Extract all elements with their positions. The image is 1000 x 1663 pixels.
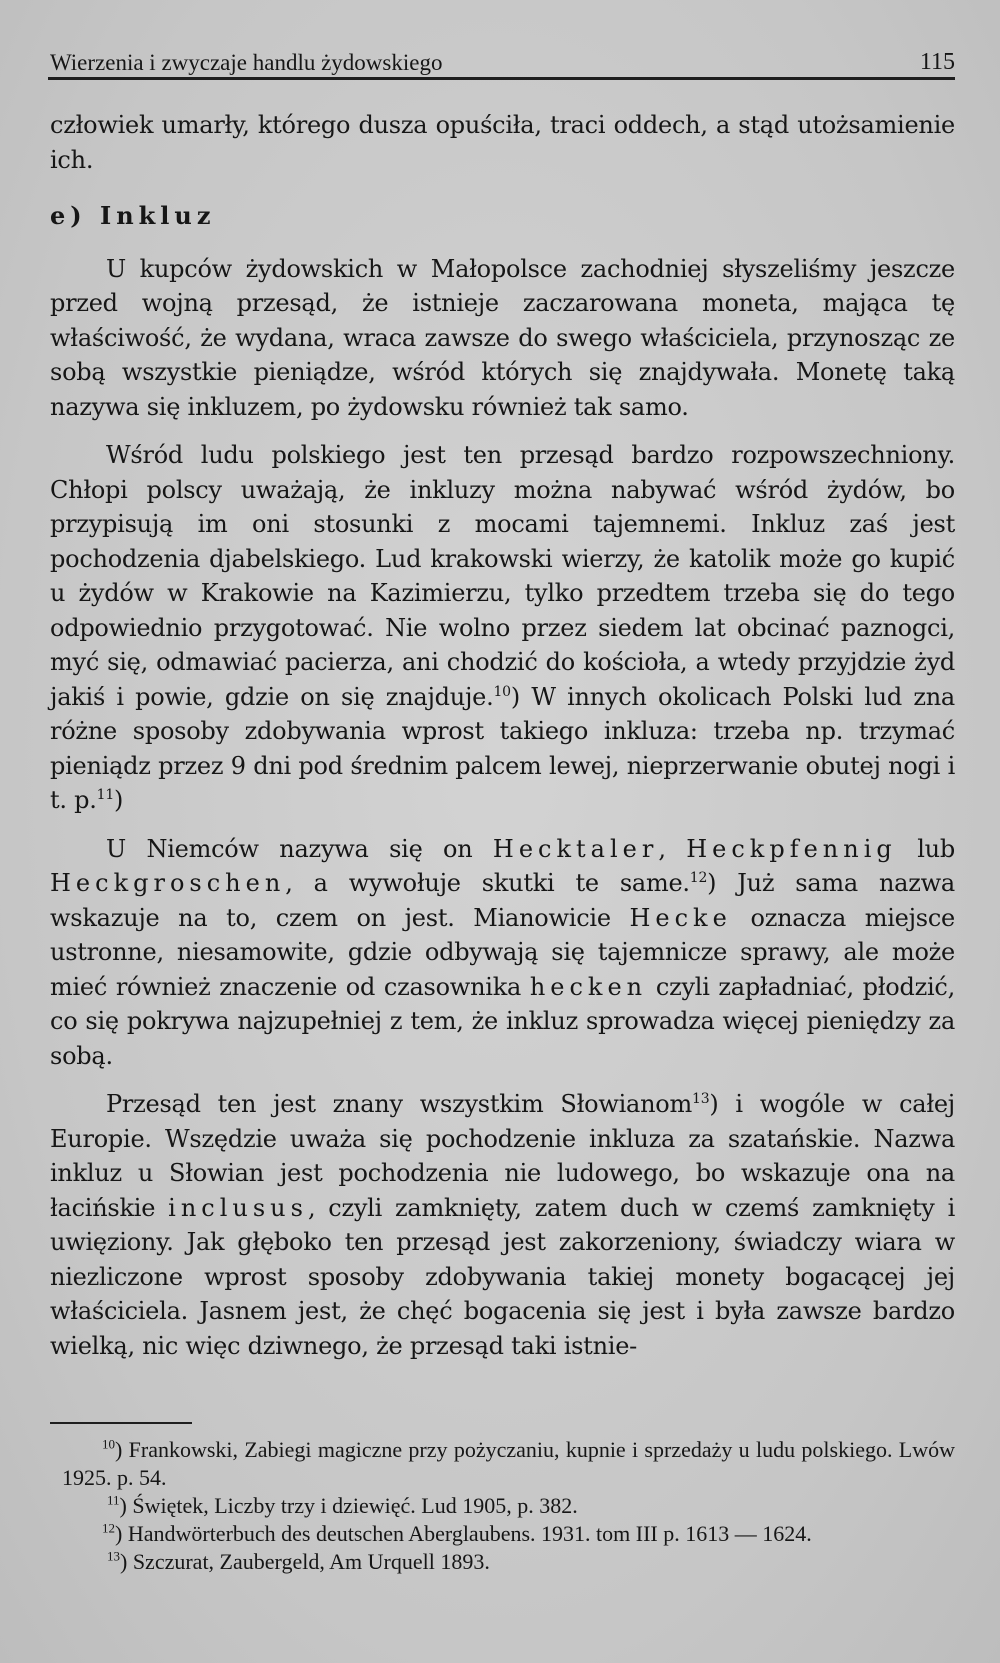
footnote-number: 12 [102,1520,115,1536]
footnotes [62,1436,955,1576]
paragraph-3-text-f: oznacza miejsce ustronne, niesamowite, gdzie odbywają się tajemnicze sprawy, ale może mieć również znaczenie od czasownika [50,903,955,1001]
paragraph-3-text-g: czyli zapładniać, płodzić, co się pokrywa najzupełniej z tem, że inkluz sprowadza więcej pieniędzy za sobą. [50,972,955,1070]
paragraph-continuation: człowiek umarły, którego dusza opuściła, traci oddech, a stąd utożsamienie ich. [50,111,955,174]
footnote-11 [62,1492,955,1520]
term-inclusus: inclusus [168,1193,308,1222]
footnote-text: ) Frankowski, Zabiegi magiczne przy pożyczaniu, kupnie i sprzedaży u ludu polskiego. Lwów 1925. p. 54. [62,1437,955,1490]
main-text [50,108,955,1363]
paragraph-2-text-c: ) [113,786,124,814]
footnote-ref-12: 12 [689,870,708,886]
footnote-ref-13: 13 [692,1091,710,1107]
paragraph-3-text-a: U Niemców nazywa się on [106,834,493,863]
footnote-13 [62,1548,955,1576]
term-hecken: hecken [529,972,648,1001]
running-title: Wierzenia i zwyczaje handlu żydowskiego [50,50,443,75]
paragraph-1: U kupców żydowskich w Małopolsce zachodniej słyszeliśmy jeszcze przed wojną przesąd, że istnieje zaczarowana moneta, mająca tę właściwość, że wydana, wraca zawsze do swego właściciela, przynosząc ze sobą wszystkie pieniądze, wśród których się znajdywała. Monetę taką nazywa się inkluzem, po żydowsku również tak samo. [50,254,955,421]
footnote-number: 10 [102,1436,115,1452]
paragraph-4 [50,1087,955,1363]
footnote-12 [62,1520,955,1548]
paragraph-3-text-d: , a wywołuje skutki te same. [285,869,690,897]
paragraph-3 [50,832,955,1074]
paragraph-3-text-c: lub [896,834,955,863]
page-number: 115 [919,49,955,75]
paragraph-2-text-a: Wśród ludu polskiego jest ten przesąd bardzo rozpowszechniony. Chłopi polscy uważają, że inkluzy można nabywać wśród żydów, bo przypisują im oni stosunki z mocami tajemnemi. Inkluz zaś jest pochodzenia djabelskiego. Lud krakowski wierzy, że katolik może go kupić u żydów w Krakowie na Kazimierzu, tylko przedtem trzeba się do tego odpowiednio przygotować. Nie wolno przez siedem lat obcinać paznogci, myć się, odmawiać pacierza, ani chodzić do kościoła, a wtedy przyjdzie żyd jakiś i powie, gdzie on się znajduje. [50,441,955,711]
footnote-rule [50,1422,192,1424]
footnote-text: ) Handwörterbuch des deutschen Aberglaubens. 1931. tom III p. 1613 — 1624. [115,1521,812,1546]
paragraph-2-text-b: ) W innych okolicach Polski lud zna różne sposoby zdobywania wprost takiego inkluza: trzeba np. trzymać pieniądz przez 9 dni pod średnim palcem lewej, nieprzerwanie obutej nogi i t. p. [50,682,955,814]
term-heckpfennig: Heckpfennig [686,834,897,863]
section-heading: e) Inkluz [50,201,216,230]
footnote-text: ) Szczurat, Zaubergeld, Am Urquell 1893. [120,1549,490,1574]
paragraph-4-text-a: Przesąd ten jest znany wszystkim Słowianom [106,1090,693,1118]
term-heckgroschen: Heckgroschen [50,869,286,897]
paragraph-4-text-b: ) i wogóle w całej Europie. Wszędzie uważa się pochodzenie inkluza za szatańskie. Nazwa inkluz u Słowian jest pochodzenia nie ludowego, bo wskazuje ona na łacińskie [50,1090,955,1222]
term-hecktaler: Hecktaler [492,834,659,863]
footnote-ref-11: 11 [96,787,114,803]
footnote-number: 11 [107,1492,120,1508]
footnote-number: 13 [107,1548,120,1564]
paragraph-4-text-c: , czyli zamknięty, zatem duch w czemś zamknięty i uwięziony. Jak głęboko ten przesąd jest zakorzeniony, świadczy wiara w niezliczone wprost sposoby zdobywania takiej monety bogacącej jej właściciela. Jasnem jest, że chęć bogacenia się jest i była zawsze bardzo wielką, nic więc dziwnego, że przesąd taki istnie- [50,1193,956,1360]
footnote-text: ) Świętek, Liczby trzy i dziewięć. Lud 1905, p. 382. [119,1493,578,1518]
term-hecke: Hecke [629,903,732,932]
header-rule [48,77,955,80]
paragraph-3-text-b: , [658,834,687,863]
footnote-10 [62,1436,955,1492]
paragraph-2 [50,438,955,818]
paragraph-3-text-e: ) Już sama nazwa wskazuje na to, czem on jest. Mianowicie [50,869,955,932]
running-head [50,40,955,76]
footnote-ref-10: 10 [493,683,511,700]
